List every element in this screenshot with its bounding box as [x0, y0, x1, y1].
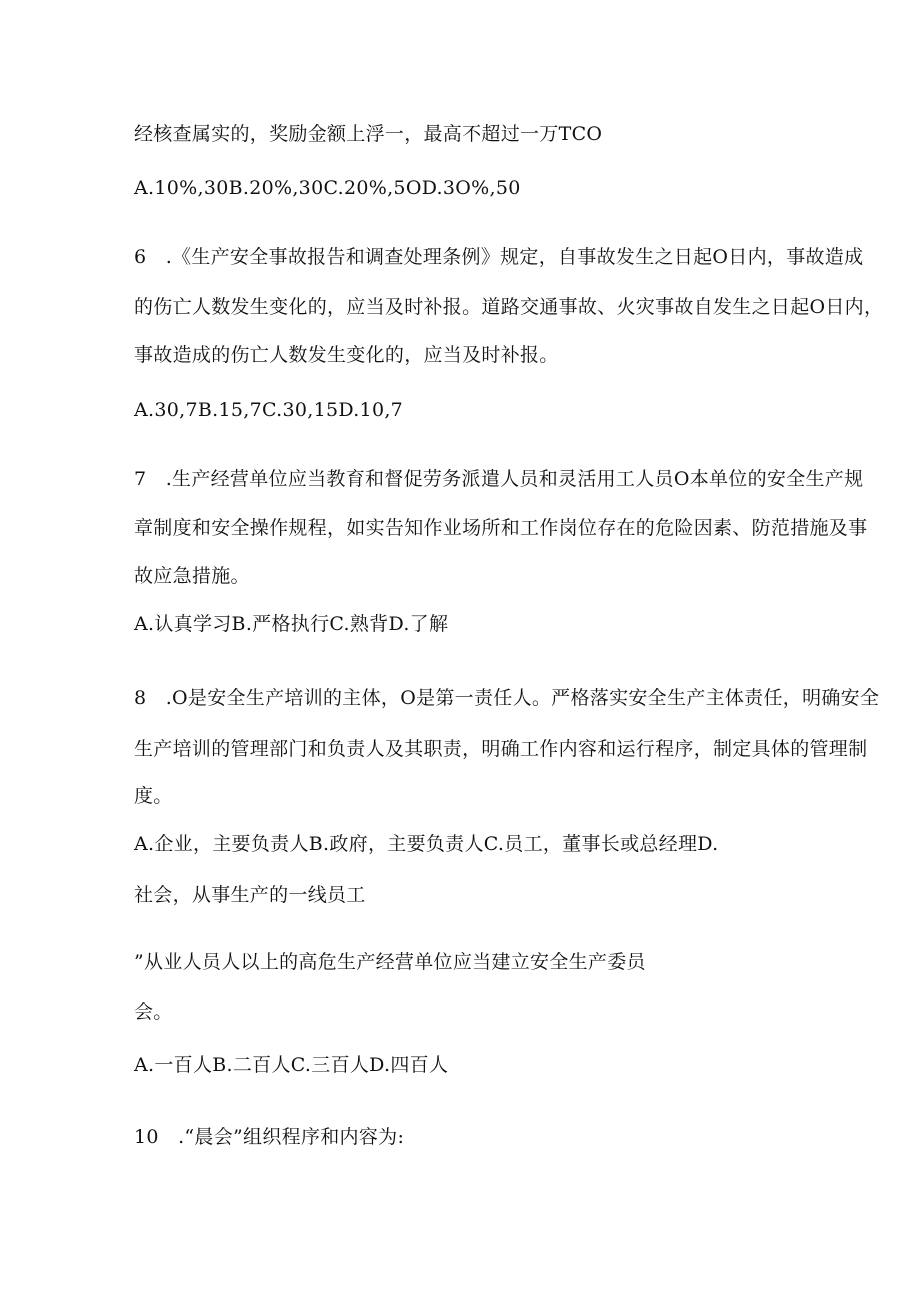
q8-line-2: 生产培训的管理部门和负责人及其职责，明确工作内容和运行程序，制定具体的管理制 — [134, 738, 868, 760]
q8-options-line-2: 社会，从事生产的一线员工 — [134, 884, 366, 906]
q7-line-3: 故应急措施。 — [134, 565, 250, 587]
q8-line-3: 度。 — [134, 785, 173, 807]
q7-line-2: 章制度和安全操作规程，如实告知作业场所和工作岗位存在的危险因素、防范措施及事 — [134, 517, 868, 539]
q5-text-continuation: 经核查属实的，奖励金额上浮一，最高不超过一万TCO — [134, 123, 603, 145]
q6-line-1: 6 .《生产安全事故报告和调查处理条例》规定，自事故发生之日起O日内，事故造成 — [134, 246, 864, 268]
q6-line-3: 事故造成的伤亡人数发生变化的，应当及时补报。 — [134, 344, 559, 366]
q9-line-1: ”从业人员人以上的高危生产经营单位应当建立安全生产委员 — [134, 951, 646, 973]
q10-line-1: 10 .“晨会”组织程序和内容为: — [134, 1126, 405, 1148]
q7-line-1: 7 .生产经营单位应当教育和督促劳务派遣人员和灵活用工人员O本单位的安全生产规 — [134, 468, 864, 490]
q5-options: A.10%,30B.20%,30C.20%,5OD.3O%,50 — [134, 177, 521, 199]
q9-line-2: 会。 — [134, 1001, 173, 1023]
q8-line-1: 8 .O是安全生产培训的主体，O是第一责任人。严格落实安全生产主体责任，明确安全 — [134, 687, 880, 709]
q6-options: A.30,7B.15,7C.30,15D.10,7 — [134, 399, 404, 421]
q6-line-2: 的伤亡人数发生变化的，应当及时补报。道路交通事故、火灾事故自发生之日起O日内， — [134, 296, 884, 318]
q8-options-line-1: A.企业，主要负责人B.政府，主要负责人C.员工，董事长或总经理D. — [134, 833, 719, 855]
q9-options: A.一百人B.二百人C.三百人D.四百人 — [134, 1054, 449, 1076]
q7-options: A.认真学习B.严格执行C.熟背D.了解 — [134, 613, 449, 635]
